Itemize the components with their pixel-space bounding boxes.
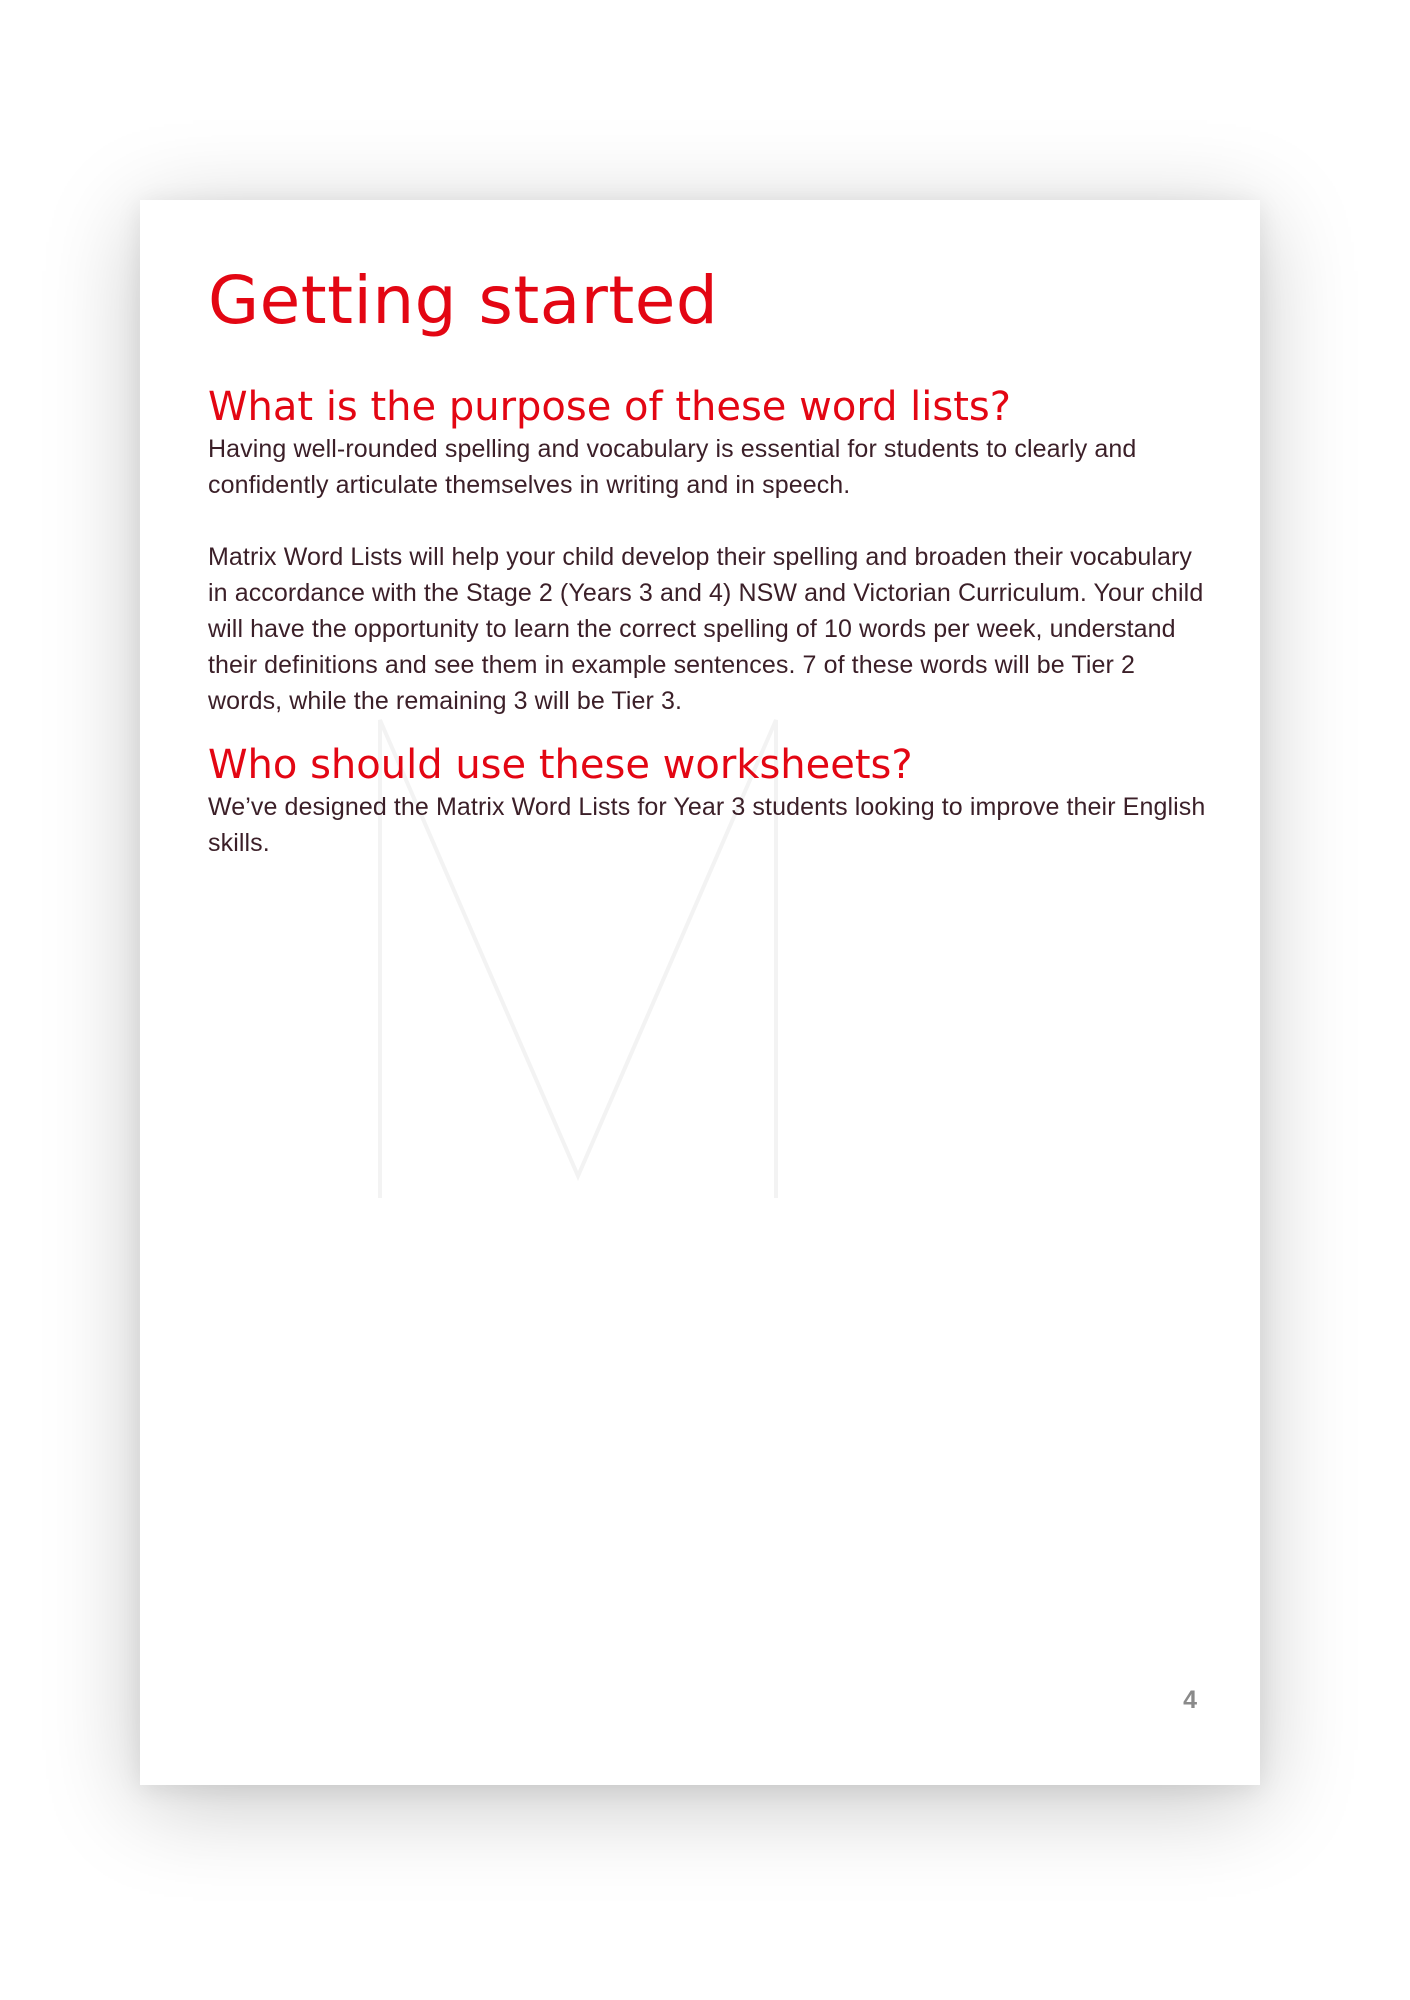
section-heading-purpose: What is the purpose of these word lists? (208, 384, 1011, 430)
page-title: Getting started (208, 262, 719, 339)
audience-paragraph: We’ve designed the Matrix Word Lists for Year 3 students looking to improve their English skills. (208, 793, 1206, 857)
page-number: 4 (1183, 1686, 1197, 1714)
purpose-paragraph-2: Matrix Word Lists will help your child develop their spelling and broaden their vocabulary in accordance with the Stage 2 (Years 3 and 4) NSW and Victorian Curriculum. Your child will have the opportunity to learn the correct spelling of 10 words per week, understand their definitions and see them in example sentences. 7 of these words will be Tier 2 words, while the remaining 3 will be Tier 3. (208, 543, 1204, 715)
document-page (140, 200, 1260, 1785)
section-heading-audience: Who should use these worksheets? (208, 742, 913, 788)
page-content (208, 262, 1208, 861)
purpose-paragraph-1: Having well-rounded spelling and vocabulary is essential for students to clearly and confidently articulate themselves in writing and in speech. (208, 435, 1137, 499)
